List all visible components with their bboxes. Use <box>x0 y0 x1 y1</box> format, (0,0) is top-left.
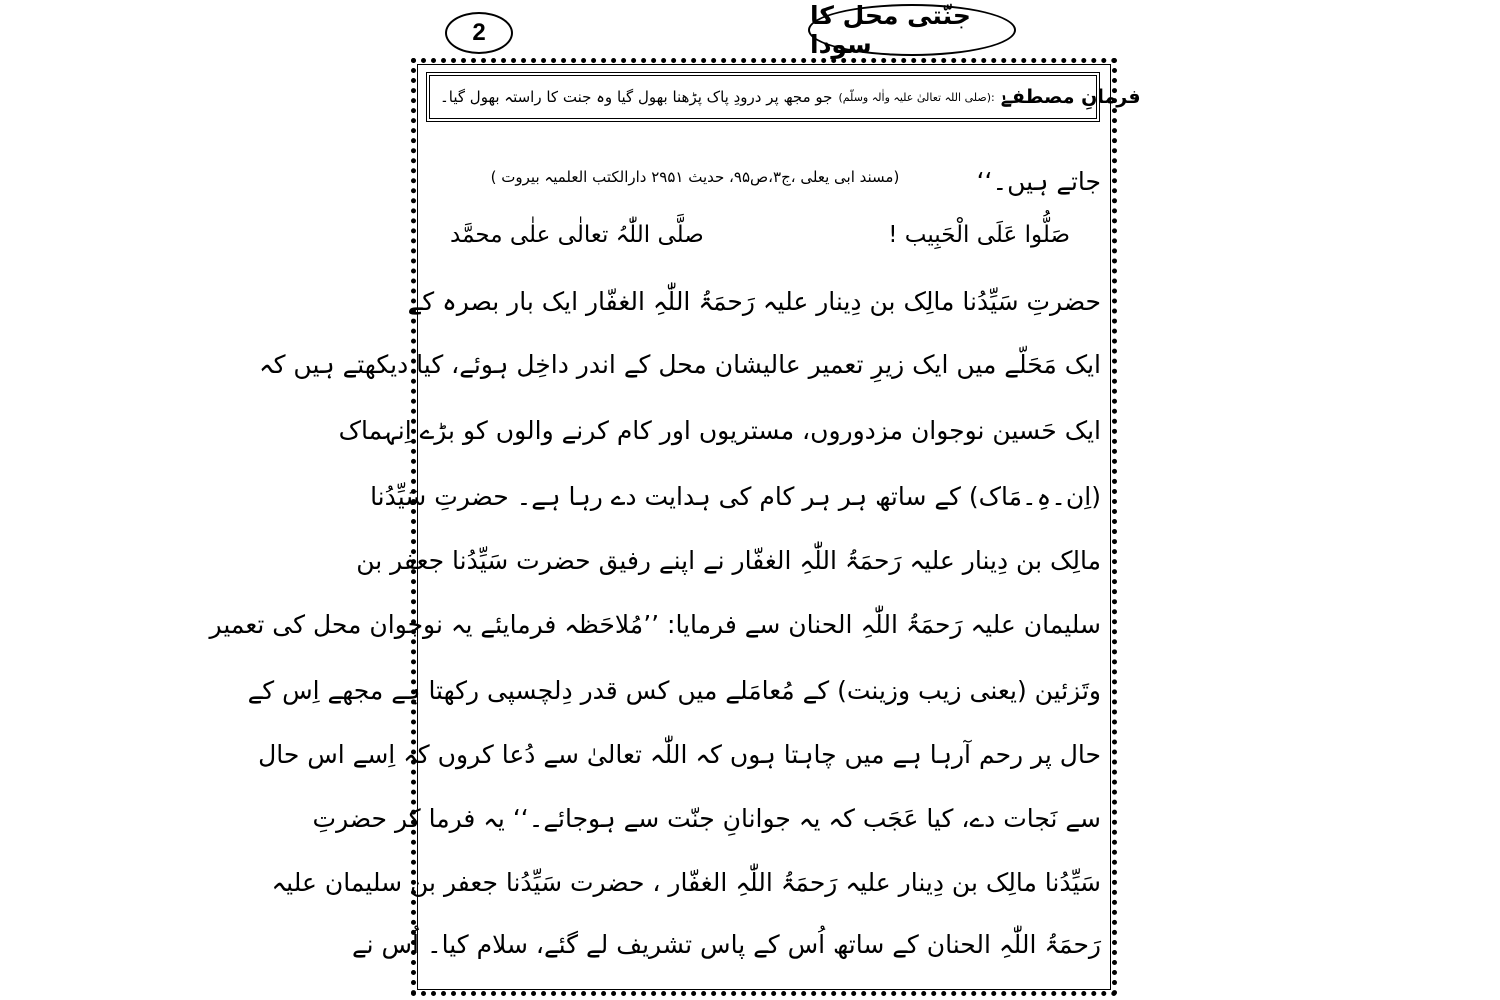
body-line: وتَزئین (یعنی زیب وزینت) کے مُعامَلے میں کس قدر دِلچسپی رکھتا ہے مجھے اِس کے <box>247 676 1101 705</box>
page-number: 2 <box>445 12 513 54</box>
banner-text: جو مجھ پر درودِ پاک پڑھنا بھول گیا وہ جنت کا راستہ بھول گیا۔ <box>440 88 833 106</box>
body-line: حال پر رحم آرہا ہے میں چاہتا ہوں کہ اللّٰہ تعالیٰ سے دُعا کروں کہ اِسے اس حال <box>258 740 1101 769</box>
hadith-citation: (مسند ابی یعلی ،ج۳،ص۹۵، حدیث ۲۹۵۱ دارالکتب العلمیہ بیروت ) <box>490 168 900 186</box>
hadith-banner <box>426 72 1141 122</box>
banner-honorific: :(صلی اللہ تعالیٰ علیہ واٰلہ وسلّم) <box>838 90 995 104</box>
salawat-response: صلَّی اللّٰہُ تعالٰی علٰی محمَّد <box>450 222 704 248</box>
body-line: ایک حَسین نوجوان مزدوروں، مستریوں اور کام کرنے والوں کو بڑے اِنہماک <box>338 416 1101 445</box>
reference-line-end: جاتے ہیں۔‘‘ <box>976 167 1101 196</box>
body-line: سَیِّدُنا مالِک بن دِینار علیہ رَحمَۃُ اللّٰہِ الغفّار ، حضرت سَیِّدُنا جعفر بن سلیمان علیہ <box>271 868 1101 897</box>
body-line: رَحمَۃُ اللّٰہِ الحنان کے ساتھ اُس کے پاس تشریف لے گئے، سلام کیا۔ اُس نے <box>351 930 1101 959</box>
body-line: سلیمان علیہ رَحمَۃُ اللّٰہِ الحنان سے فرمایا: ’’مُلاحَظہ فرمایئے یہ نوجوان محل کی تعمیر <box>209 610 1101 639</box>
salawat-call: صَلُّوا عَلَی الْحَبِیب ! <box>888 222 1070 248</box>
body-line: سے نَجات دے، کیا عَجَب کہ یہ جوانانِ جنّت سے ہوجائے۔‘‘ یہ فرما کر حضرتِ <box>312 804 1101 833</box>
body-line: ایک مَحَلّے میں ایک زیرِ تعمیر عالیشان محل کے اندر داخِل ہوئے، کیا دیکھتے ہیں کہ <box>258 350 1101 379</box>
body-line: (اِن۔ہِ۔مَاک) کے ساتھ ہر ہر کام کی ہدایت دے رہا ہے۔ حضرتِ سَیِّدُنا <box>370 482 1101 511</box>
body-line: مالِک بن دِینار علیہ رَحمَۃُ اللّٰہِ الغفّار نے اپنے رفیق حضرت سَیِّدُنا جعفر بن <box>356 546 1101 575</box>
body-line: حضرتِ سَیِّدُنا مالِک بن دِینار علیہ رَحمَۃُ اللّٰہِ الغفّار ایک بار بصرہ کے <box>407 287 1101 316</box>
banner-label: فرمانِ مصطفےٰ <box>1000 86 1141 108</box>
book-title: جنّتی محل کا سودا <box>808 4 1016 56</box>
